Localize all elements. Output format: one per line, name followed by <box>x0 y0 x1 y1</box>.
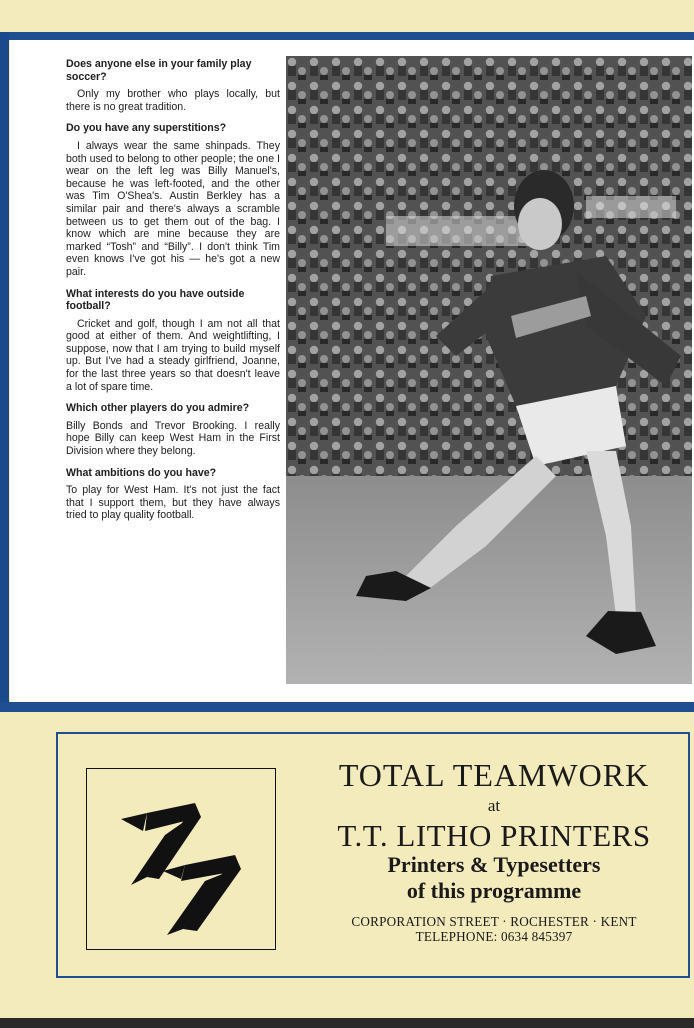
answer-family: Only my brother who plays locally, but there is no great tradition. <box>66 88 280 113</box>
printer-advertisement <box>56 732 690 978</box>
question-interests: What interests do you have outside football? <box>66 287 245 313</box>
answer-ambitions: To play for West Ham. It's not just the fact that I support them, but they have always tried to play quality football. <box>66 484 280 522</box>
advert-services: Printers & Typesetters <box>387 852 601 877</box>
advert-at: at <box>487 796 501 815</box>
advert-company: T.T. LITHO PRINTERS <box>337 818 651 853</box>
answer-interests: Cricket and golf, though I am not all that good at either of them. And weightlifting, I suppose, now that I am trying to build myself up. But I've had a steady girlfriend, Joanne, for the last three years so that doesn't leave a lot of spare time. <box>66 317 280 393</box>
player-action-photo <box>286 56 692 684</box>
answer-superstitions: I always wear the same shinpads. They both used to belong to other people; the one I wear on the left leg was Billy Manuel's, because he was left-footed, and the other was Tim O'Shea's. Austin Berkley has a similar pair and there's always a scramble between us to get them out of the bag. I know which are mine because they are marked “Tosh” and “Billy”. I don't think Tim even knows I've got his — he's got a new pair. <box>66 139 280 278</box>
tt-litho-logo <box>86 768 276 950</box>
advert-copy <box>302 758 686 944</box>
tt-logo-mark-icon <box>87 769 274 948</box>
advert-telephone: TELEPHONE: 0634 845397 <box>415 929 573 944</box>
question-admire: Which other players do you admire? <box>66 402 250 415</box>
advert-headline: TOTAL TEAMWORK <box>338 757 650 793</box>
interview-article <box>10 40 694 702</box>
bottom-blue-band <box>0 702 694 712</box>
question-family: Does anyone else in your family play soccer? <box>66 58 252 83</box>
question-superstitions: Do you have any superstitions? <box>66 122 227 135</box>
page-spine <box>0 32 9 712</box>
page-bottom-edge <box>0 1018 694 1028</box>
advert-address: CORPORATION STREET · ROCHESTER · KENT <box>351 914 637 929</box>
interview-text-column <box>66 58 280 531</box>
top-blue-band <box>0 32 694 40</box>
answer-admire: Billy Bonds and Trevor Brooking. I really hope Billy can keep West Ham in the First Division where they belong. <box>66 419 280 458</box>
advert-services-line2: of this programme <box>406 878 582 903</box>
question-ambitions: What ambitions do you have? <box>66 466 217 479</box>
player-photo-illustration <box>286 56 692 684</box>
